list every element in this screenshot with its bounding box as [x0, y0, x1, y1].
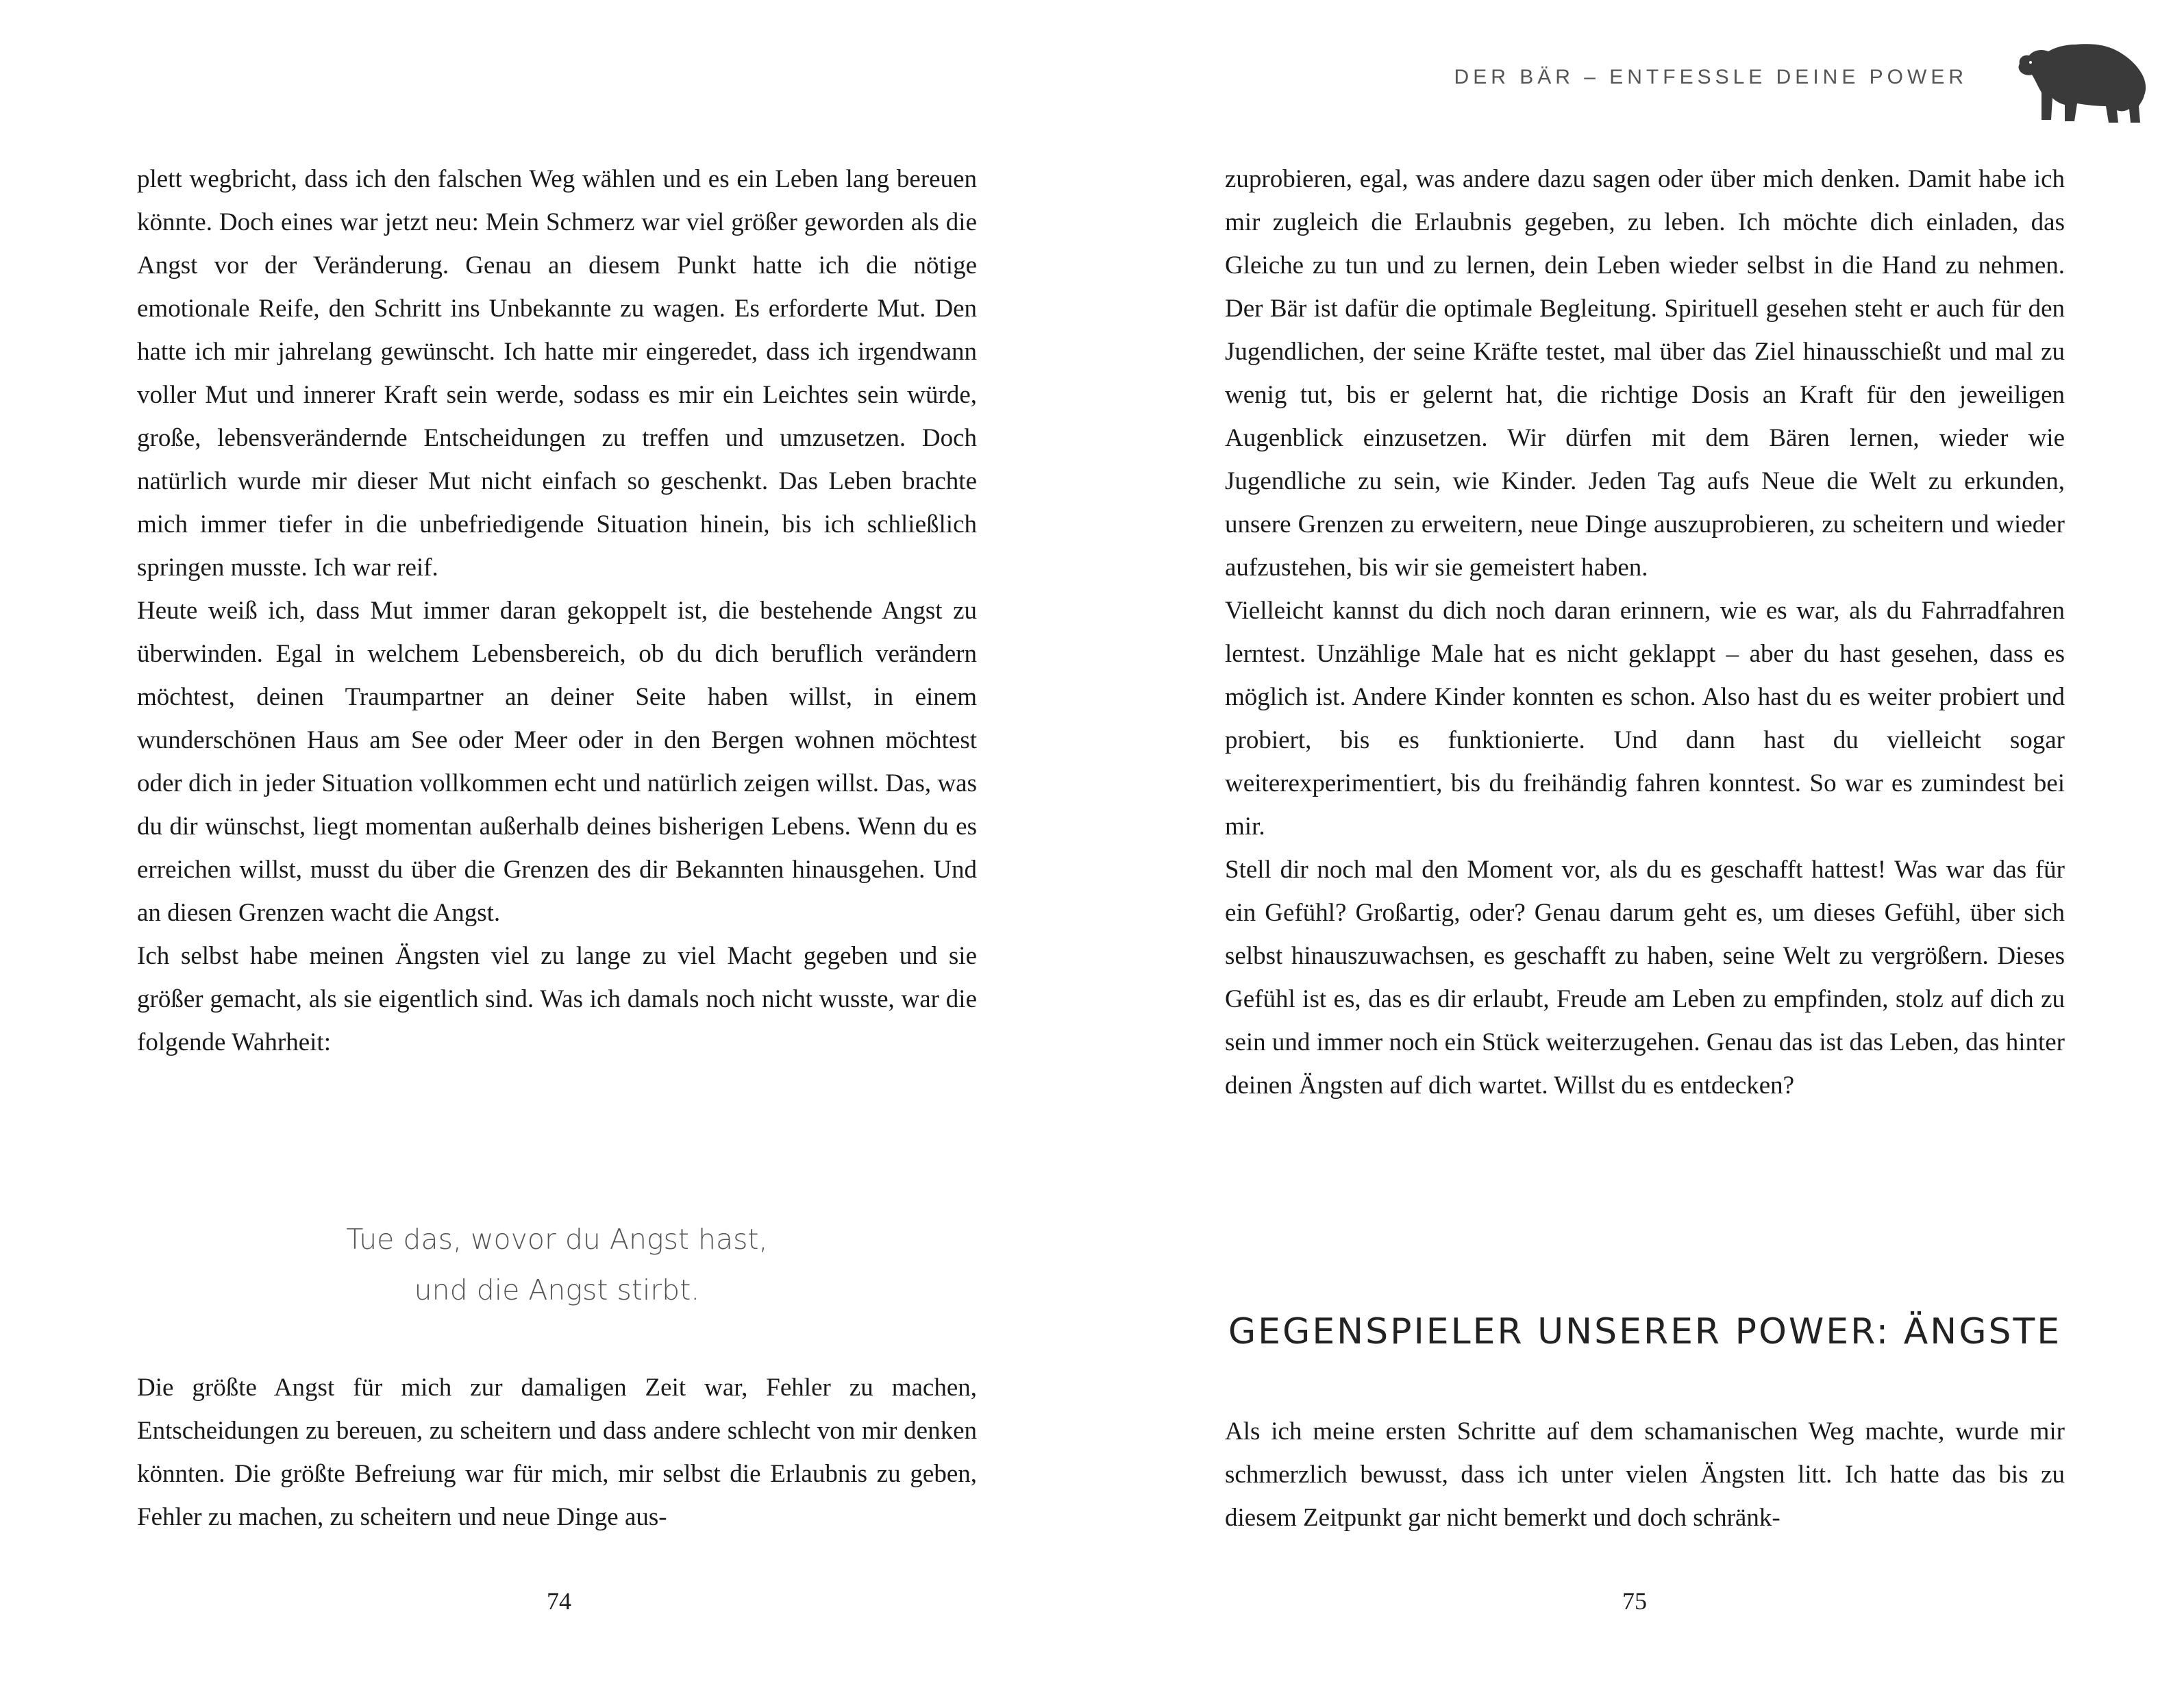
right-page: [1092, 0, 2184, 1699]
left-paragraph-3: Ich selbst habe meinen Ängsten viel zu lange zu viel Macht gegeben und sie größer gemacht, als sie eigentlich sind. Was ich damals noch nicht wusste, war die folgende Wahrheit:: [137, 942, 977, 1056]
right-paragraph-4: Als ich meine ersten Schritte auf dem schamanischen Weg machte, wurde mir schmerzlich bewusst, dass ich unter vielen Ängsten litt. Ich hatte das bis zu diesem Zeitpunkt gar nicht bemerkt und doch schränk-: [1225, 1417, 2065, 1532]
running-header: DER BÄR – ENTFESSLE DEINE POWER: [1454, 66, 1968, 88]
quote-line-2: und die Angst stirbt.: [414, 1274, 700, 1306]
bear-icon: [2014, 38, 2151, 127]
left-paragraph-4: Die größte Angst für mich zur damaligen Zeit war, Fehler zu machen, Entscheidungen zu bereuen, zu scheitern und dass andere schlecht von mir denken könnten. Die größte Befreiung war für mich, mir selbst die Erlaubnis zu geben, Fehler zu machen, zu scheitern und neue Dinge aus-: [137, 1374, 977, 1531]
bear-eye: [2029, 61, 2032, 64]
page-number-right: 75: [1622, 1587, 1647, 1615]
right-paragraph-1: zuprobieren, egal, was andere dazu sagen oder über mich denken. Damit habe ich mir zugleich die Erlaubnis gegeben, zu leben. Ich möchte dich einladen, das Gleiche zu tun und zu lernen, dein Leben wieder selbst in die Hand zu nehmen. Der Bär ist dafür die optimale Begleitung. Spirituell gesehen steht er auch für den Jugendlichen, der seine Kräfte testet, mal über das Ziel hinausschießt und mal zu wenig tut, bis er gelernt hat, die richtige Dosis an Kraft für den jeweiligen Augenblick einzusetzen. Wir dürfen mit dem Bären lernen, wieder wie Jugendliche zu sein, wie Kinder. Jeden Tag aufs Neue die Welt zu erkunden, unsere Grenzen zu erweitern, neue Dinge auszuprobieren, zu scheitern und wieder aufzustehen, bis wir sie gemeistert haben.: [1225, 165, 2065, 582]
right-paragraph-3: Stell dir noch mal den Moment vor, als du es geschafft hattest! Was war das für ein Gefühl? Großartig, oder? Genau darum geht es, um dieses Gefühl, über sich selbst hinauszuwachsen, es geschafft zu haben, seine Welt zu vergrößern. Dieses Gefühl ist es, das es dir erlaubt, Freude am Leben zu empfinden, stolz auf dich zu sein und immer noch ein Stück weiterzugehen. Genau das ist das Leben, das hinter deinen Ängsten auf dich wartet. Willst du es entdecken?: [1225, 856, 2065, 1100]
left-body-text-after-quote: [137, 1366, 977, 1539]
quote-line-1: Tue das, wovor du Angst hast,: [346, 1223, 768, 1256]
right-paragraph-2: Vielleicht kannst du dich noch daran erinnern, wie es war, als du Fahrradfahren lerntest. Unzählige Male hat es nicht geklappt – aber du hast gesehen, dass es möglich ist. Andere Kinder konnten es schon. Also hast du es weiter probiert und probiert, bis es funktionierte. Und dann hast du vielleicht sogar weiterexperimentiert, bis du freihändig fahren konntest. So war es zumindest bei mir.: [1225, 597, 2065, 841]
left-paragraph-1: plett wegbricht, dass ich den falschen Weg wählen und es ein Leben lang bereuen könnte. Doch eines war jetzt neu: Mein Schmerz war viel größer geworden als die Angst vor der Veränderung. Genau an diesem Punkt hatte ich die nötige emotionale Reife, den Schritt ins Unbekannte zu wagen. Es erforderte Mut. Den hatte ich mir jahrelang gewünscht. Ich hatte mir eingeredet, dass ich irgendwann voller Mut und innerer Kraft sein werde, sodass es mir ein Leichtes sein würde, große, lebensverändernde Entscheidungen zu treffen und umzusetzen. Doch natürlich wurde mir dieser Mut nicht einfach so geschenkt. Das Leben brachte mich immer tiefer in die unbefriedigende Situation hinein, bis ich schließlich springen musste. Ich war reif.: [137, 165, 977, 582]
right-body-text-after-heading: [1225, 1410, 2065, 1539]
bear-silhouette: [2019, 44, 2146, 123]
pull-quote: [137, 1214, 977, 1315]
left-paragraph-2: Heute weiß ich, dass Mut immer daran gekoppelt ist, die bestehende Angst zu überwinden. Egal in welchem Lebensbereich, ob du dich beruflich verändern möchtest, deinen Traumpartner an deiner Seite haben willst, in einem wunderschönen Haus am See oder Meer oder in den Bergen wohnen möchtest oder dich in jeder Situation vollkommen echt und natürlich zeigen willst. Das, was du dir wünschst, liegt momentan außerhalb deines bisherigen Lebens. Wenn du es erreichen willst, musst du über die Grenzen des dir Bekannten hinausgehen. Und an diesen Grenzen wacht die Angst.: [137, 597, 977, 927]
left-body-text: [137, 158, 977, 1064]
right-body-text: [1225, 158, 2065, 1107]
page-number-left: 74: [547, 1587, 571, 1615]
section-heading: GEGENSPIELER UNSERER POWER: ÄNGSTE: [1228, 1311, 2062, 1352]
